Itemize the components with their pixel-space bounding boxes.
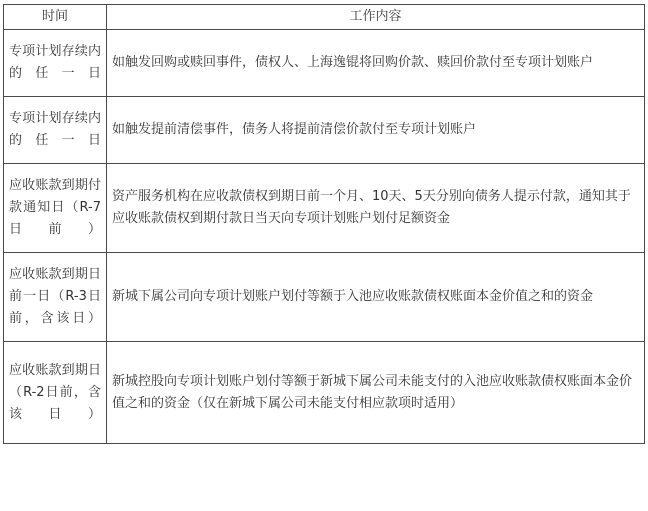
table-row [4,253,645,342]
content-cell: 资产服务机构在应收款债权到期日前一个月、10天、5天分别向债务人提示付款，通知其于应收账款债权到期付款日当天向专项计划账户划付足额资金 [107,164,645,253]
time-cell: 专项计划存续内的任一日 [4,97,107,164]
time-cell: 应收账款到期日前一日（R-3日前，含该日） [4,253,107,342]
header-time: 时间 [4,5,107,30]
table-body [4,30,645,444]
table-row [4,30,645,97]
content-cell: 如触发提前清偿事件，债务人将提前清偿价款付至专项计划账户 [107,97,645,164]
header-row [4,5,645,30]
work-schedule-table [3,4,645,444]
time-cell: 应收账款到期付款通知日（R-7日前） [4,164,107,253]
table-row [4,342,645,444]
content-cell: 如触发回购或赎回事件，债权人、上海逸锟将回购价款、赎回价款付至专项计划账户 [107,30,645,97]
table-header [4,5,645,30]
table-row [4,97,645,164]
time-cell: 应收账款到期日（R-2日前，含该日） [4,342,107,444]
table-row [4,164,645,253]
time-cell: 专项计划存续内的任一日 [4,30,107,97]
header-content: 工作内容 [107,5,645,30]
content-cell: 新城控股向专项计划账户划付等额于新城下属公司未能支付的入池应收账款债权账面本金价值之和的资金（仅在新城下属公司未能支付相应款项时适用） [107,342,645,444]
content-cell: 新城下属公司向专项计划账户划付等额于入池应收账款债权账面本金价值之和的资金 [107,253,645,342]
